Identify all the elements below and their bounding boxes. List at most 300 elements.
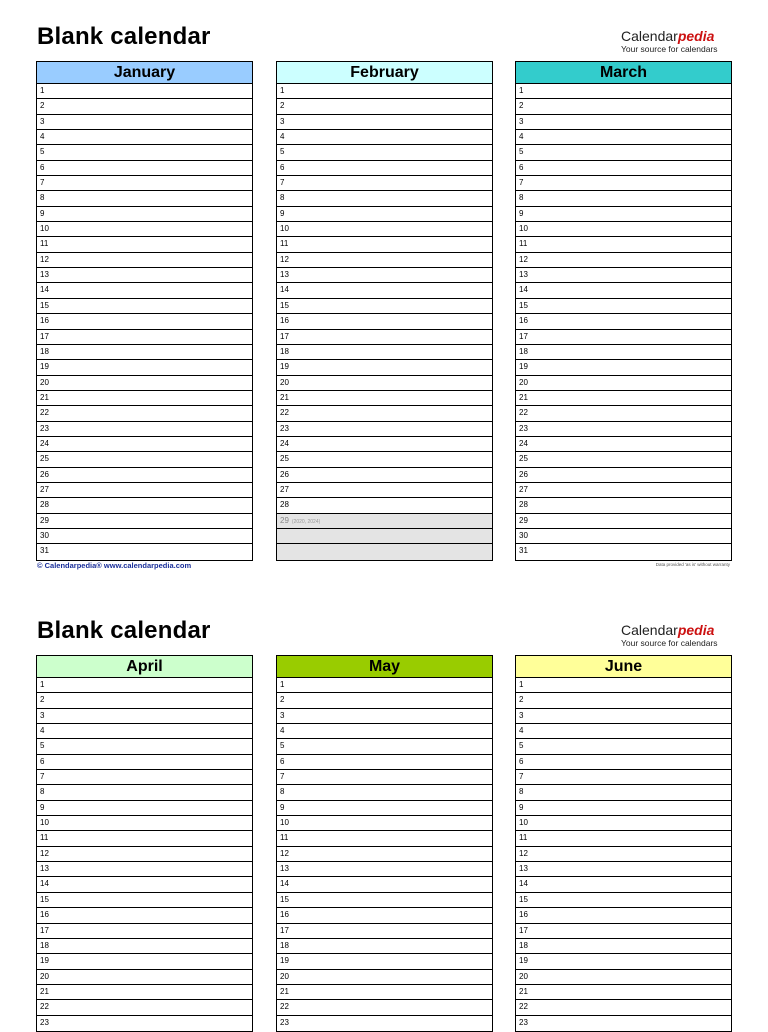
day-row[interactable] (37, 831, 252, 846)
day-number: 23 (280, 423, 289, 433)
day-number: 20 (280, 377, 289, 387)
day-number: 14 (40, 285, 49, 295)
day-row[interactable] (516, 893, 731, 908)
day-row[interactable] (277, 422, 492, 437)
day-number: 26 (40, 469, 49, 479)
day-row[interactable] (516, 283, 731, 298)
day-number: 23 (40, 1017, 49, 1027)
day-row[interactable] (516, 330, 731, 345)
day-row[interactable] (277, 237, 492, 252)
day-row[interactable] (277, 161, 492, 176)
day-number: 4 (40, 132, 45, 142)
day-number: 19 (519, 956, 528, 966)
day-row[interactable] (37, 330, 252, 345)
day-number: 4 (280, 726, 285, 736)
month-march (515, 61, 732, 561)
day-number: 12 (40, 254, 49, 264)
day-number: 23 (519, 423, 528, 433)
day-row[interactable] (277, 268, 492, 283)
day-row[interactable] (516, 268, 731, 283)
day-number: 25 (519, 454, 528, 464)
day-row[interactable] (37, 801, 252, 816)
day-row[interactable] (516, 862, 731, 877)
day-number: 2 (519, 695, 524, 705)
day-number: 22 (519, 1002, 528, 1012)
day-number: 5 (280, 741, 285, 751)
day-row[interactable] (516, 161, 731, 176)
day-number: 1 (40, 86, 45, 95)
day-number: 25 (280, 454, 289, 464)
day-row[interactable] (37, 237, 252, 252)
day-row[interactable] (277, 498, 492, 513)
day-number: 16 (519, 910, 528, 920)
day-number: 17 (280, 331, 289, 341)
day-row[interactable] (516, 985, 731, 1000)
day-number: 3 (519, 710, 524, 720)
day-number: 16 (280, 910, 289, 920)
day-number: 1 (519, 86, 524, 95)
day-row[interactable] (37, 406, 252, 421)
day-row[interactable] (277, 939, 492, 954)
month-april (36, 655, 253, 1032)
day-row[interactable] (37, 376, 252, 391)
day-row[interactable] (277, 1016, 492, 1031)
day-row[interactable] (516, 693, 731, 708)
footer-disclaimer: Data provided 'as is' without warranty (655, 562, 730, 567)
brand-name-main: Calendar (621, 28, 678, 44)
month-february (276, 61, 493, 561)
day-row[interactable] (37, 770, 252, 785)
day-row[interactable] (277, 330, 492, 345)
day-row[interactable] (516, 1000, 731, 1015)
day-number: 24 (40, 438, 49, 448)
day-row[interactable] (277, 299, 492, 314)
day-number: 14 (280, 879, 289, 889)
day-row[interactable] (277, 724, 492, 739)
day-row[interactable] (277, 816, 492, 831)
day-row[interactable] (277, 176, 492, 191)
day-row[interactable] (516, 939, 731, 954)
day-row[interactable] (277, 908, 492, 923)
day-row[interactable] (516, 406, 731, 421)
day-number: 16 (280, 316, 289, 326)
day-row[interactable] (516, 785, 731, 800)
day-number: 15 (280, 894, 289, 904)
day-row[interactable] (37, 529, 252, 544)
day-number: 12 (519, 254, 528, 264)
day-row[interactable] (37, 785, 252, 800)
day-number: 2 (40, 101, 45, 111)
day-row[interactable] (37, 360, 252, 375)
day-row[interactable] (516, 84, 731, 99)
day-number: 4 (40, 726, 45, 736)
day-number: 7 (40, 178, 45, 188)
day-number: 29 (280, 515, 289, 525)
day-row[interactable] (277, 437, 492, 452)
month-header: May (277, 656, 492, 678)
day-row[interactable] (277, 468, 492, 483)
day-row[interactable] (516, 360, 731, 375)
day-row[interactable] (277, 862, 492, 877)
day-row[interactable] (37, 514, 252, 529)
day-row[interactable] (516, 191, 731, 206)
day-row[interactable] (277, 985, 492, 1000)
day-row[interactable] (277, 970, 492, 985)
day-row[interactable] (37, 145, 252, 160)
day-number: 11 (519, 239, 528, 249)
day-row[interactable] (277, 406, 492, 421)
day-number: 12 (519, 848, 528, 858)
month-header: February (277, 62, 492, 84)
day-number: 6 (40, 756, 45, 766)
day-row[interactable] (37, 908, 252, 923)
brand-logo (621, 28, 718, 54)
day-number: 28 (40, 500, 49, 510)
month-june (515, 655, 732, 1032)
day-row[interactable] (516, 253, 731, 268)
day-number: 22 (280, 408, 289, 418)
day-row[interactable] (277, 755, 492, 770)
day-number: 29 (40, 515, 49, 525)
day-row[interactable] (516, 924, 731, 939)
day-row[interactable] (37, 345, 252, 360)
day-row[interactable] (37, 130, 252, 145)
day-number: 7 (280, 178, 285, 188)
day-number: 2 (280, 695, 285, 705)
day-row[interactable] (37, 299, 252, 314)
day-row[interactable] (277, 529, 492, 544)
day-row[interactable] (37, 724, 252, 739)
day-number: 3 (40, 710, 45, 720)
day-number: 4 (519, 726, 524, 736)
day-row[interactable] (516, 452, 731, 467)
day-row[interactable] (516, 483, 731, 498)
day-number: 1 (40, 680, 45, 689)
day-row[interactable] (37, 954, 252, 969)
day-row[interactable] (37, 924, 252, 939)
day-number: 8 (519, 193, 524, 203)
page-title: Blank calendar (37, 23, 211, 50)
day-row[interactable] (516, 544, 731, 559)
day-row[interactable] (516, 130, 731, 145)
day-row[interactable] (37, 847, 252, 862)
day-number: 30 (40, 530, 49, 540)
day-row[interactable] (277, 678, 492, 693)
day-row[interactable] (516, 1016, 731, 1031)
day-number: 23 (40, 423, 49, 433)
day-number: 21 (519, 986, 528, 996)
day-row[interactable] (37, 709, 252, 724)
day-row[interactable] (516, 954, 731, 969)
day-number: 3 (40, 116, 45, 126)
day-row[interactable] (516, 237, 731, 252)
day-row[interactable] (516, 422, 731, 437)
day-number: 20 (40, 377, 49, 387)
day-row[interactable] (516, 755, 731, 770)
day-number: 17 (40, 331, 49, 341)
day-row[interactable] (516, 816, 731, 831)
day-row[interactable] (516, 115, 731, 130)
day-number: 10 (280, 818, 289, 828)
day-number: 11 (280, 239, 289, 249)
day-row[interactable] (516, 468, 731, 483)
day-row[interactable] (37, 115, 252, 130)
day-row[interactable] (516, 207, 731, 222)
leap-year-note: (2020, 2024) (291, 518, 321, 525)
month-january (36, 61, 253, 561)
brand-name-main: Calendar (621, 622, 678, 638)
day-number: 19 (280, 362, 289, 372)
day-row[interactable] (516, 908, 731, 923)
day-number: 23 (280, 1017, 289, 1027)
day-number: 22 (40, 1002, 49, 1012)
day-row[interactable] (516, 314, 731, 329)
day-row[interactable] (516, 970, 731, 985)
day-number: 17 (519, 331, 528, 341)
day-row[interactable] (516, 831, 731, 846)
day-number: 10 (40, 224, 49, 234)
day-row[interactable] (37, 191, 252, 206)
day-row[interactable] (37, 99, 252, 114)
day-row[interactable] (516, 376, 731, 391)
day-number: 24 (280, 438, 289, 448)
day-row[interactable] (277, 893, 492, 908)
day-number: 21 (280, 986, 289, 996)
day-row[interactable] (37, 253, 252, 268)
month-header: March (516, 62, 731, 84)
day-number: 15 (40, 300, 49, 310)
day-row[interactable] (277, 801, 492, 816)
day-row[interactable] (516, 99, 731, 114)
day-row[interactable] (277, 693, 492, 708)
day-row[interactable] (277, 709, 492, 724)
day-number: 9 (519, 208, 524, 218)
month-header: January (37, 62, 252, 84)
day-row[interactable] (516, 770, 731, 785)
day-row[interactable] (37, 755, 252, 770)
day-number: 22 (280, 1002, 289, 1012)
day-number: 20 (280, 971, 289, 981)
day-row[interactable] (37, 816, 252, 831)
day-row[interactable] (277, 954, 492, 969)
day-row[interactable] (277, 785, 492, 800)
day-row[interactable] (37, 970, 252, 985)
day-row[interactable] (516, 514, 731, 529)
day-row[interactable] (37, 678, 252, 693)
brand-name-accent: pedia (677, 622, 715, 638)
day-row[interactable] (277, 84, 492, 99)
day-number: 9 (280, 208, 285, 218)
day-number: 18 (280, 346, 289, 356)
day-number: 6 (519, 162, 524, 172)
day-number: 11 (519, 833, 528, 843)
day-row[interactable] (37, 862, 252, 877)
day-row[interactable] (37, 544, 252, 559)
day-row[interactable] (277, 314, 492, 329)
day-row[interactable] (37, 84, 252, 99)
brand-logo (621, 622, 718, 648)
day-number: 17 (519, 925, 528, 935)
day-number: 21 (519, 392, 528, 402)
day-row[interactable] (37, 739, 252, 754)
day-number: 9 (519, 802, 524, 812)
day-row[interactable] (277, 207, 492, 222)
day-number: 18 (519, 940, 528, 950)
day-row[interactable] (516, 847, 731, 862)
day-row[interactable] (37, 422, 252, 437)
day-number: 17 (40, 925, 49, 935)
day-row[interactable] (37, 1000, 252, 1015)
day-number: 12 (280, 254, 289, 264)
day-number: 6 (40, 162, 45, 172)
day-row[interactable] (516, 345, 731, 360)
day-row[interactable] (277, 376, 492, 391)
day-number: 26 (519, 469, 528, 479)
day-row[interactable] (37, 877, 252, 892)
day-row[interactable] (516, 299, 731, 314)
day-row[interactable] (516, 678, 731, 693)
day-row[interactable] (516, 498, 731, 513)
day-row[interactable] (37, 498, 252, 513)
day-row[interactable] (277, 115, 492, 130)
day-row[interactable] (277, 831, 492, 846)
day-row[interactable] (277, 99, 492, 114)
day-row[interactable] (37, 161, 252, 176)
day-row[interactable] (37, 985, 252, 1000)
day-row[interactable] (277, 145, 492, 160)
day-row[interactable] (277, 283, 492, 298)
day-row[interactable] (277, 877, 492, 892)
month-may (276, 655, 493, 1032)
day-row[interactable] (37, 437, 252, 452)
day-number: 13 (519, 270, 528, 280)
day-number: 12 (40, 848, 49, 858)
page-title: Blank calendar (37, 617, 211, 644)
day-number: 30 (519, 530, 528, 540)
day-row[interactable] (516, 529, 731, 544)
day-number: 17 (280, 925, 289, 935)
day-number: 18 (280, 940, 289, 950)
day-row[interactable] (37, 391, 252, 406)
day-number: 6 (519, 756, 524, 766)
day-row[interactable] (516, 877, 731, 892)
day-number: 5 (40, 147, 45, 157)
day-number: 1 (280, 680, 285, 689)
day-row[interactable] (516, 145, 731, 160)
day-number: 5 (40, 741, 45, 751)
day-row[interactable] (277, 924, 492, 939)
day-row[interactable] (37, 483, 252, 498)
day-row[interactable] (277, 483, 492, 498)
day-row[interactable] (277, 391, 492, 406)
day-number: 19 (280, 956, 289, 966)
month-header: June (516, 656, 731, 678)
brand-name-accent: pedia (677, 28, 715, 44)
day-row[interactable] (37, 314, 252, 329)
day-number: 9 (280, 802, 285, 812)
day-row[interactable] (516, 222, 731, 237)
day-row[interactable] (277, 739, 492, 754)
day-number: 5 (519, 147, 524, 157)
day-number: 28 (519, 500, 528, 510)
day-number: 16 (40, 316, 49, 326)
day-row[interactable] (37, 693, 252, 708)
day-row[interactable] (516, 709, 731, 724)
day-row[interactable] (277, 544, 492, 559)
day-number: 10 (519, 224, 528, 234)
day-number: 13 (40, 270, 49, 280)
day-row[interactable] (37, 283, 252, 298)
day-number: 20 (519, 971, 528, 981)
day-number: 21 (280, 392, 289, 402)
day-number: 14 (519, 285, 528, 295)
day-row[interactable] (277, 452, 492, 467)
day-number: 3 (280, 710, 285, 720)
day-number: 13 (280, 864, 289, 874)
day-number: 11 (40, 239, 49, 249)
day-row[interactable] (37, 268, 252, 283)
day-row[interactable] (37, 939, 252, 954)
day-row[interactable] (37, 1016, 252, 1031)
day-number: 27 (40, 484, 49, 494)
day-row[interactable] (37, 176, 252, 191)
day-number: 26 (280, 469, 289, 479)
day-row[interactable] (277, 345, 492, 360)
day-row[interactable] (277, 360, 492, 375)
day-row[interactable] (277, 222, 492, 237)
day-number: 6 (280, 162, 285, 172)
day-row[interactable] (516, 391, 731, 406)
day-row[interactable] (37, 207, 252, 222)
day-number: 9 (40, 802, 45, 812)
day-number: 8 (40, 787, 45, 797)
day-row[interactable] (277, 191, 492, 206)
day-row[interactable] (516, 724, 731, 739)
day-number: 18 (40, 940, 49, 950)
day-row[interactable] (277, 514, 492, 529)
day-number: 2 (519, 101, 524, 111)
day-number: 16 (519, 316, 528, 326)
day-number: 15 (519, 894, 528, 904)
day-number: 7 (40, 772, 45, 782)
day-row[interactable] (37, 893, 252, 908)
day-row[interactable] (277, 253, 492, 268)
day-number: 8 (519, 787, 524, 797)
day-row[interactable] (277, 1000, 492, 1015)
day-row[interactable] (37, 452, 252, 467)
footer-copyright-link[interactable]: © Calendarpedia® www.calendarpedia.com (37, 561, 192, 570)
day-row[interactable] (516, 739, 731, 754)
day-number: 6 (280, 756, 285, 766)
day-row[interactable] (277, 130, 492, 145)
day-number: 1 (280, 86, 285, 95)
day-row[interactable] (516, 437, 731, 452)
day-row[interactable] (277, 847, 492, 862)
day-number: 25 (40, 454, 49, 464)
day-number: 4 (280, 132, 285, 142)
day-row[interactable] (516, 176, 731, 191)
day-number: 15 (519, 300, 528, 310)
day-row[interactable] (516, 801, 731, 816)
day-row[interactable] (277, 770, 492, 785)
day-number: 3 (280, 116, 285, 126)
day-row[interactable] (37, 222, 252, 237)
day-number: 10 (519, 818, 528, 828)
day-number: 7 (519, 178, 524, 188)
day-number: 5 (519, 741, 524, 751)
day-row[interactable] (37, 468, 252, 483)
day-number: 22 (40, 408, 49, 418)
